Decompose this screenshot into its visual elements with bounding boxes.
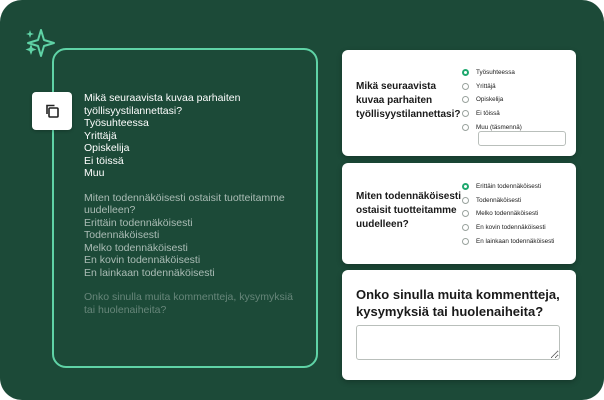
editor-line: työllisyystilannettasi? — [84, 104, 183, 117]
survey-text-editor[interactable] — [52, 48, 318, 368]
editor-line: En lainkaan todennäköisesti — [84, 266, 215, 279]
radio-option[interactable] — [462, 107, 522, 121]
radio-option-label: Ei töissä — [476, 110, 500, 118]
radio-selected-icon[interactable] — [462, 69, 469, 76]
radio-empty-icon[interactable] — [462, 96, 469, 103]
question-title: Miten todennäköisesti ostaisit tuotteitamme uudelleen? — [356, 191, 462, 230]
question-card-repurchase — [342, 163, 576, 264]
radio-option[interactable] — [462, 194, 554, 208]
radio-option-label: Muu (täsmennä) — [476, 123, 522, 131]
editor-line: Todennäköisesti — [84, 229, 160, 241]
editor-line: En kovin todennäköisesti — [84, 254, 201, 266]
radio-option[interactable] — [462, 66, 522, 80]
other-specify-input[interactable] — [478, 131, 566, 146]
editor-line: Muu — [84, 167, 105, 179]
option-list — [462, 180, 554, 248]
editor-content[interactable] — [84, 92, 294, 328]
radio-empty-icon[interactable] — [462, 197, 469, 204]
editor-line: Opiskelija — [84, 142, 130, 154]
question-title: Onko sinulla muita kommentteja, kysymyksiä tai huolenaiheita? — [356, 287, 560, 319]
editor-block — [84, 291, 294, 316]
editor-line: Yrittäjä — [84, 129, 117, 142]
editor-block — [84, 92, 294, 180]
question-card-comments — [342, 270, 576, 380]
radio-option-label: En lainkaan todennäköisesti — [476, 237, 555, 245]
copy-icon — [44, 103, 60, 119]
editor-line: tai huolenaiheita? — [84, 303, 167, 316]
radio-selected-icon[interactable] — [462, 183, 469, 190]
editor-line: Melko todennäköisesti — [84, 241, 188, 254]
radio-option[interactable] — [462, 221, 554, 235]
option-list — [462, 66, 522, 134]
radio-empty-icon[interactable] — [462, 238, 469, 245]
radio-option-label: Erittäin todennäköisesti — [476, 183, 542, 191]
radio-option[interactable] — [462, 234, 554, 248]
copy-button[interactable] — [32, 92, 72, 130]
radio-option-label: Työsuhteessa — [476, 69, 515, 77]
radio-option[interactable] — [462, 80, 522, 94]
radio-empty-icon[interactable] — [462, 124, 469, 131]
radio-option-label: En kovin todennäköisesti — [476, 224, 546, 232]
editor-line: Mikä seuraavista kuvaa parhaiten — [84, 92, 241, 104]
comment-textarea[interactable] — [356, 325, 560, 360]
radio-option-label: Todennäköisesti — [476, 196, 522, 204]
editor-line: Ei töissä — [84, 154, 124, 167]
editor-line: Onko sinulla muita kommentteja, kysymyksiä — [84, 291, 293, 303]
question-card-employment — [342, 50, 576, 156]
editor-block — [84, 192, 294, 280]
question-title: Mikä seuraavista kuvaa parhaiten työllisyystilannettasi? — [356, 81, 461, 120]
radio-option[interactable] — [462, 93, 522, 107]
radio-option-label: Yrittäjä — [476, 82, 496, 90]
radio-option-label: Opiskelija — [476, 96, 504, 104]
editor-line: Erittäin todennäköisesti — [84, 216, 193, 229]
editor-line: Miten todennäköisesti ostaisit tuotteitamme — [84, 191, 285, 204]
radio-option[interactable] — [462, 207, 554, 221]
radio-option[interactable] — [462, 180, 554, 194]
radio-empty-icon[interactable] — [462, 110, 469, 117]
editor-line: uudelleen? — [84, 204, 136, 216]
radio-empty-icon[interactable] — [462, 210, 469, 217]
radio-empty-icon[interactable] — [462, 83, 469, 90]
editor-line: Työsuhteessa — [84, 117, 149, 129]
radio-empty-icon[interactable] — [462, 224, 469, 231]
radio-option-label: Melko todennäköisesti — [476, 210, 539, 218]
